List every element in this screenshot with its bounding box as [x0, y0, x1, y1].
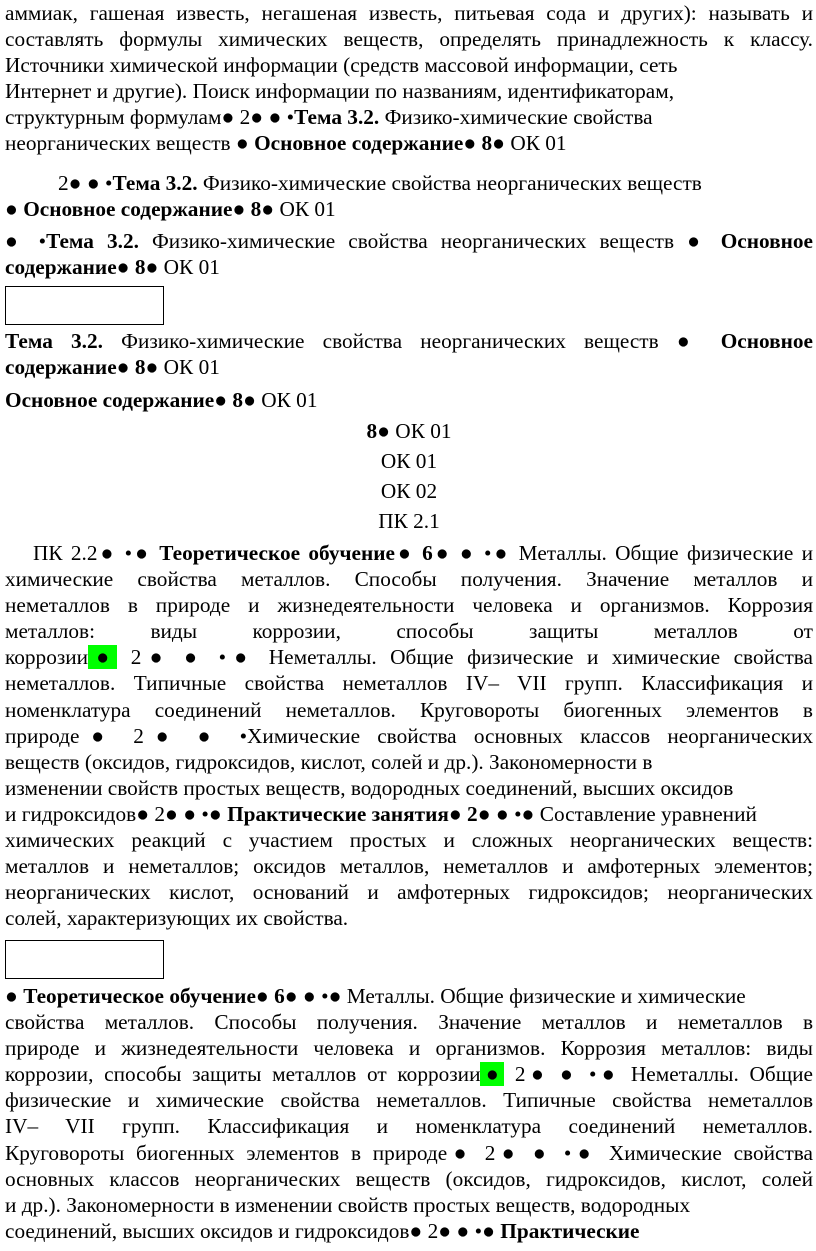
text-line [5, 1113, 813, 1139]
text-line [5, 618, 813, 644]
highlighted-bullet: ● [480, 1062, 505, 1087]
text-span: неорганических веществ ● [5, 131, 255, 156]
section-heading: Основное [720, 229, 813, 253]
text-span: неметаллов. Типичные свойства неметаллов IV– VII групп. Классификация и [5, 671, 813, 696]
topic-heading: Тема 3.2. [112, 171, 198, 195]
text-line [5, 1166, 813, 1192]
text-line [5, 1218, 813, 1244]
paragraph-intro [5, 0, 813, 157]
text-span: Физико-химические свойства неорганических веществ ● [138, 229, 721, 253]
text-line [5, 328, 813, 354]
text-span: металлов: виды коррозии, способы защиты металлов от [5, 619, 813, 644]
text-span: природе и жизнедеятельности человека и организмов. Коррозия металлов: виды [5, 1036, 813, 1061]
text-span: ОК 01 [505, 131, 567, 156]
section-heading: Основное содержание● 8● [5, 388, 256, 412]
competency-list [5, 418, 813, 538]
paragraph-topic-4 [5, 328, 813, 380]
text-span: коррозии [5, 645, 89, 670]
empty-table-cell [5, 286, 164, 325]
competency-code: ПК 2.1 [378, 509, 440, 533]
text-line [5, 0, 813, 26]
text-line [5, 853, 813, 879]
text-line [5, 254, 813, 280]
competency-code: ОК 01 [389, 419, 452, 443]
text-span: Интернет и другие). Поиск информации по названиям, идентификаторам, [5, 79, 675, 104]
topic-heading: Тема 3.2. [46, 229, 139, 253]
text-span: физические и химические свойства неметаллов. Типичные свойства неметаллов [5, 1088, 813, 1113]
text-line [5, 775, 813, 801]
text-line [5, 723, 813, 749]
text-line [5, 1192, 813, 1218]
section-heading: содержание● 8● [5, 255, 159, 280]
paragraph-topic-5 [5, 387, 813, 413]
text-span: ● •● Составление уравнений [490, 801, 757, 826]
text-span: основных классов неорганических веществ (оксидов, гидроксидов, кислот, солей [5, 1166, 813, 1191]
section-heading: Практические занятия● 2● [227, 801, 491, 826]
text-line [5, 228, 813, 254]
text-line [5, 78, 813, 104]
text-line [5, 354, 813, 380]
text-span: Источники химической информации (средств массовой информации, сеть [5, 53, 678, 78]
text-line [5, 1009, 813, 1035]
section-heading: Теоретическое обучение● 6● [159, 541, 452, 565]
text-line [5, 387, 813, 413]
section-heading: Основное содержание● 8● [254, 131, 506, 156]
text-line [5, 566, 813, 592]
topic-heading: Тема 3.2. [294, 105, 380, 130]
text-span: изменении свойств простых веществ, водородных соединений, высших оксидов [5, 775, 734, 800]
text-span: химические свойства металлов. Способы получения. Значение металлов и [5, 567, 813, 592]
text-span: и гидроксидов● 2● ● •● [5, 801, 228, 826]
paragraph-topic-3 [5, 228, 813, 280]
text-span: 2● ● •● Неметаллы. Общие [504, 1062, 813, 1087]
text-span: ● [5, 197, 24, 222]
text-line [5, 26, 813, 52]
text-span: структурным формулам● 2● ● • [5, 105, 295, 130]
text-span: и др.). Закономерности в изменении свойств простых веществ, водородных [5, 1192, 691, 1217]
text-line [5, 540, 813, 566]
text-line [5, 983, 813, 1009]
section-heading: Теоретическое обучение● 6● [23, 984, 298, 1008]
text-span: соединений, высших оксидов и гидроксидов● 2● ● •● [5, 1218, 501, 1243]
text-line [5, 52, 813, 78]
text-span: Физико-химические свойства неорганических веществ ● [102, 329, 721, 353]
competency-code: ОК 02 [380, 479, 438, 503]
text-line [5, 1035, 813, 1061]
text-span: веществ (оксидов, гидроксидов, кислот, солей и др.). Закономерности в [5, 749, 653, 774]
text-span: ПК 2.2● •● [33, 541, 160, 565]
text-line [5, 697, 813, 723]
text-line [5, 170, 813, 196]
empty-table-cell [5, 940, 164, 979]
text-line [5, 670, 813, 696]
text-span: Физико-химические свойства неорганических веществ [197, 171, 702, 195]
text-line [5, 592, 813, 618]
section-heading: содержание● 8● [5, 355, 159, 380]
text-line [5, 827, 813, 853]
text-span: солей, характеризующих их свойства. [5, 906, 349, 931]
text-span: неорганических кислот, оснований и амфотерных гидроксидов; неорганических [5, 880, 813, 905]
text-span: аммиак, гашеная известь, негашеная известь, питьевая сода и других): называть и [5, 1, 813, 25]
text-line [5, 130, 813, 156]
text-span: составлять формулы химических веществ, определять принадлежность к классу. [5, 27, 813, 52]
text-span: IV– VII групп. Классификация и номенклатура соединений неметаллов. [5, 1114, 813, 1139]
text-span: металлов и неметаллов; оксидов металлов, неметаллов и амфотерных элементов; [5, 854, 813, 879]
text-line [5, 196, 813, 222]
paragraph-topic-2 [5, 170, 813, 222]
competency-code: ОК 01 [380, 449, 438, 473]
text-span: Круговороты биогенных элементов в природе● 2● ● •● Химические свойства [5, 1140, 813, 1165]
highlighted-bullet: ● [88, 645, 118, 670]
text-span: ОК 01 [274, 197, 336, 222]
text-span: химических реакций с участием простых и сложных неорганических веществ: [5, 828, 813, 853]
text-line [5, 1061, 813, 1087]
text-span: ОК 01 [158, 355, 220, 380]
text-span: природе● 2● ● •Химические свойства основных классов неорганических [5, 723, 813, 748]
text-span: ОК 01 [158, 255, 220, 280]
text-span: Физико-химические свойства [379, 105, 653, 130]
section-heading: Основное содержание● 8● [23, 197, 275, 222]
topic-heading: Тема 3.2. [5, 329, 103, 353]
text-span: неметаллов в природе и жизнедеятельности человека и организмов. Коррозия [5, 593, 813, 618]
text-line [5, 104, 813, 130]
text-span: ● •● Металлы. Общие физические и химические [297, 984, 746, 1008]
text-span: ОК 01 [255, 388, 318, 412]
paragraph-theory-repeat [5, 983, 813, 1244]
text-span: свойства металлов. Способы получения. Значение металлов и неметаллов в [5, 1010, 813, 1035]
paragraph-theory [5, 540, 813, 931]
hours-count: 8● [366, 419, 390, 443]
section-heading: Основное [720, 329, 813, 353]
text-span: ● • [5, 229, 47, 253]
text-line [5, 905, 813, 931]
text-line [5, 879, 813, 905]
text-line [5, 644, 813, 670]
text-span: ● •● Металлы. Общие физические и [451, 541, 813, 565]
text-span: 2● ● •● Неметаллы. Общие физические и химические свойства [117, 645, 813, 670]
text-line [5, 418, 813, 448]
section-heading: Практические [500, 1218, 640, 1243]
text-span: номенклатура соединений неметаллов. Круговороты биогенных элементов в [5, 697, 813, 722]
text-span: ● [5, 984, 24, 1008]
text-line [5, 1140, 813, 1166]
text-line [5, 801, 813, 827]
text-span: коррозии, способы защиты металлов от коррозии [5, 1062, 481, 1087]
text-line [5, 749, 813, 775]
text-line [5, 1087, 813, 1113]
text-span: 2● ● • [58, 171, 113, 195]
